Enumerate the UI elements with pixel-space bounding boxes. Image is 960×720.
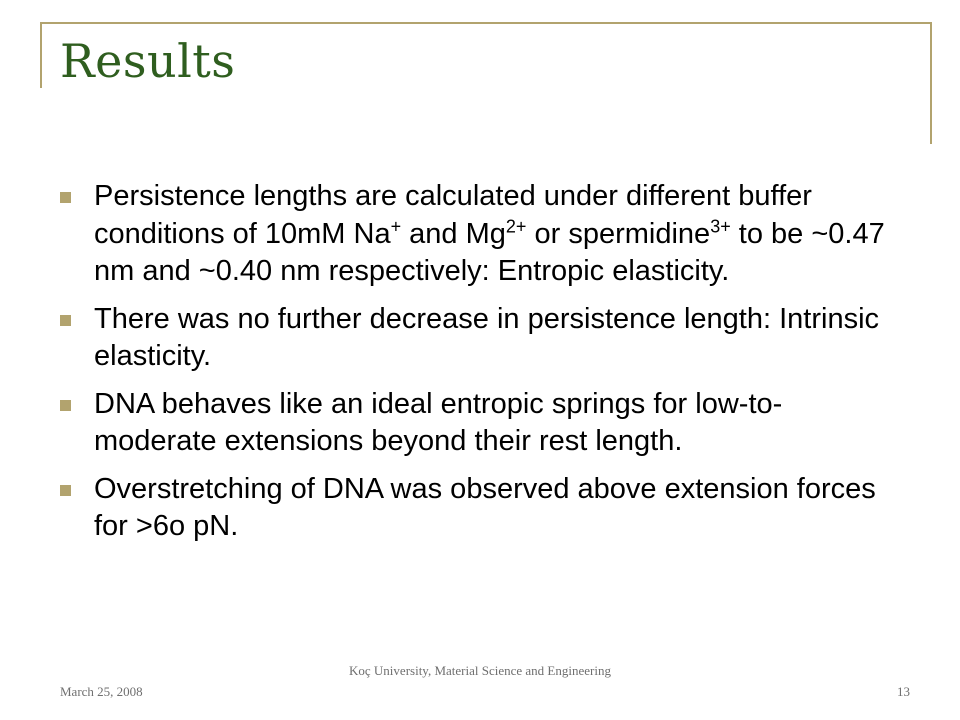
frame-top-rule: [40, 22, 932, 24]
superscript: 2+: [505, 215, 527, 236]
slide-number: 13: [897, 684, 910, 699]
bullet-item: [60, 301, 890, 376]
bullet-text: DNA behaves like an ideal entropic springs for low-to-moderate extensions beyond their rest length.: [94, 387, 783, 457]
bullet-text: There was no further decrease in persistence length: Intrinsic elasticity.: [94, 302, 880, 372]
superscript: +: [390, 215, 402, 236]
bullet-text: Persistence lengths are calculated under different buffer conditions of 10mM Na+ and $Mg^{2+}$ or spermidine$^{3+}$ to be ~0.47 nm and ~0.40 nm respectively: Entropic elasticity.: [94, 180, 885, 287]
square-bullet-icon: [60, 485, 71, 496]
slide-title: Results: [60, 34, 236, 88]
bullet-item: [60, 178, 890, 291]
frame-right-rule: [930, 22, 932, 144]
bullet-list: [60, 178, 890, 556]
frame-left-rule: [40, 22, 42, 88]
footer-institution: Koç University, Material Science and Engineering: [349, 663, 611, 678]
superscript: 3+: [710, 215, 731, 236]
square-bullet-icon: [60, 400, 71, 411]
bullet-item: [60, 386, 890, 461]
square-bullet-icon: [60, 192, 71, 203]
bullet-item: [60, 471, 890, 546]
square-bullet-icon: [60, 315, 71, 326]
bullet-text: Overstretching of DNA was observed above extension forces for >6o pN.: [94, 472, 876, 542]
footer-date: March 25, 2008: [60, 684, 143, 699]
